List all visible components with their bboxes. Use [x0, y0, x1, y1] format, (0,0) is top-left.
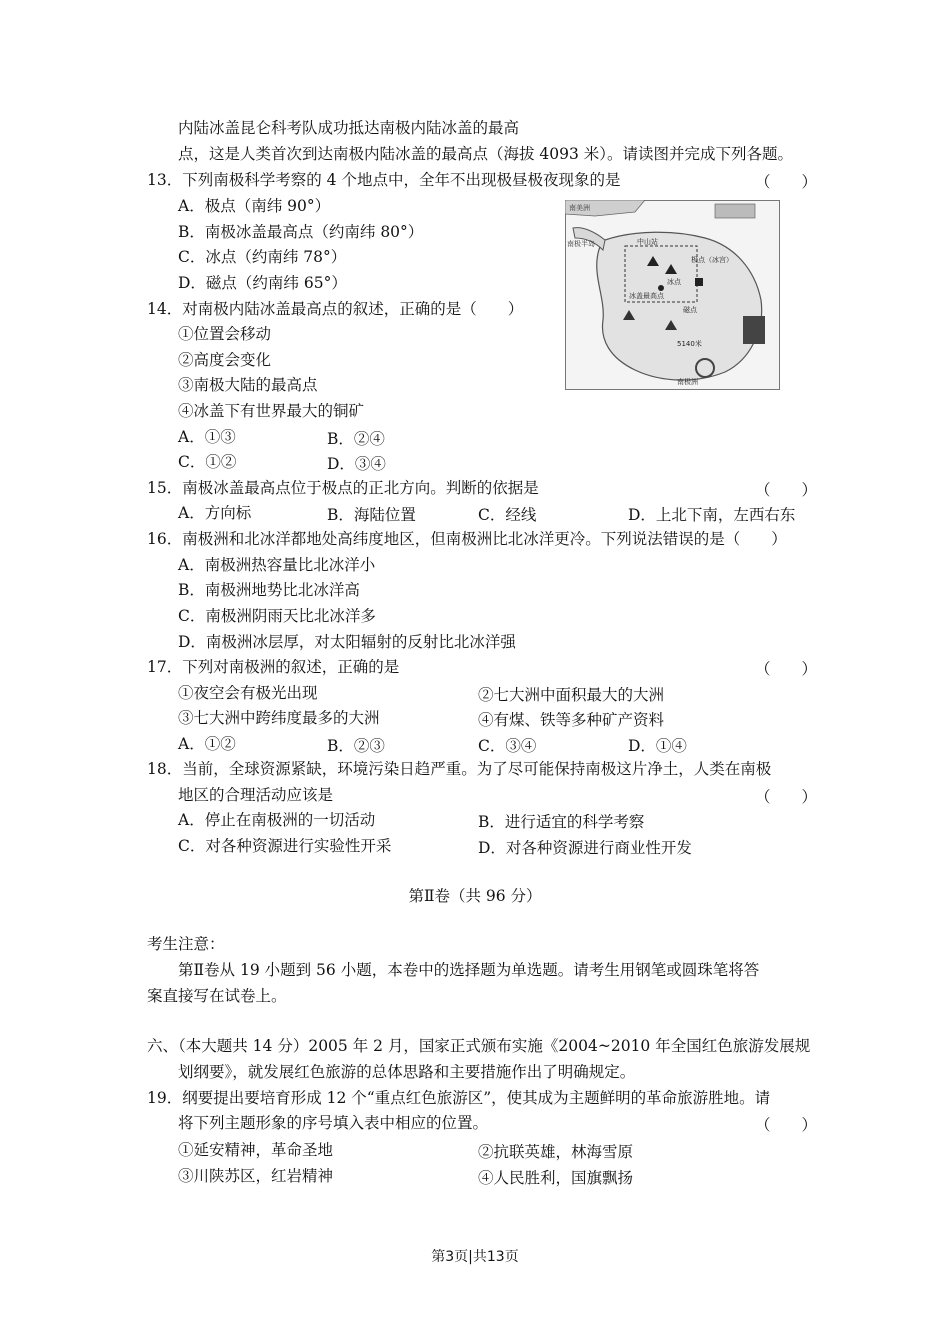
q13-option-a: A．极点（南纬 90°）: [178, 197, 331, 215]
q18-stem-line-2: 地区的合理活动应该是: [178, 786, 334, 804]
q15-answer-paren: （ ）: [755, 481, 818, 499]
q17-option-d: D．①④: [628, 737, 687, 755]
map-label-south-america: 南美洲: [569, 204, 590, 212]
q18-option-d: D．对各种资源进行商业性开发: [478, 839, 692, 857]
map-label-elevation: 5140米: [677, 340, 702, 348]
q14-option-c: C．①②: [178, 453, 237, 471]
section-2-title: 第Ⅱ卷（共 96 分）: [408, 887, 542, 905]
q13-option-c: C．冰点（约南纬 78°）: [178, 248, 347, 266]
q17-option-b: B．②③: [327, 737, 385, 755]
intro-line-2: 点，这是人类首次到达南极内陆冰盖的最高点（海拔 4093 米）。请读图并完成下列各题。: [178, 145, 794, 163]
q16-option-b: B．南极洲地势比北冰洋高: [178, 581, 360, 599]
map-label-pole: 极点（冰宫）: [691, 256, 733, 264]
q14-option-b: B．②④: [327, 430, 385, 448]
q17-option-c: C．③④: [478, 737, 537, 755]
q14-item-2: ②高度会变化: [178, 351, 272, 369]
q18-option-a: A．停止在南极洲的一切活动: [178, 811, 376, 829]
map-label-zhongshan: 中山站: [637, 238, 658, 246]
q15-stem: 15．南极冰盖最高点位于极点的正北方向。判断的依据是: [147, 479, 539, 497]
q14-item-1: ①位置会移动: [178, 325, 272, 343]
q19-answer-paren: （ ）: [755, 1116, 818, 1134]
part6-line-1: 六、（本大题共 14 分）2005 年 2 月，国家正式颁布实施《2004~2010 年全国红色旅游发展规: [147, 1037, 811, 1055]
map-label-dome-summit: 冰盖最高点: [629, 292, 664, 300]
q19-item-1: ①延安精神，革命圣地: [178, 1141, 334, 1159]
q19-stem-line-2: 将下列主题形象的序号填入表中相应的位置。: [178, 1114, 489, 1132]
q16-option-d: D．南极洲冰层厚，对太阳辐射的反射比北冰洋强: [178, 633, 516, 651]
q19-item-4: ④人民胜利，国旗飘扬: [478, 1169, 634, 1187]
q17-item-1: ①夜空会有极光出现: [178, 684, 318, 702]
map-label-antarctica: 南极洲: [677, 378, 698, 386]
q17-answer-paren: （ ）: [755, 660, 818, 678]
q16-option-c: C．南极洲阴雨天比北冰洋多: [178, 607, 376, 625]
intro-line-1: 内陆冰盖昆仑科考队成功抵达南极内陆冰盖的最高: [178, 119, 520, 137]
notice-line-1: 第Ⅱ卷从 19 小题到 56 小题，本卷中的选择题为单选题。请考生用钢笔或圆珠笔将答: [178, 961, 760, 979]
q19-item-2: ②抗联英雄，林海雪原: [478, 1143, 634, 1161]
q17-item-2: ②七大洲中面积最大的大洲: [478, 686, 665, 704]
part6-line-2: 划纲要》，就发展红色旅游的总体思路和主要措施作出了明确规定。: [178, 1063, 636, 1081]
q15-option-c: C．经线: [478, 506, 537, 524]
q18-stem-line-1: 18．当前，全球资源紧缺，环境污染日趋严重。为了尽可能保持南极这片净土，人类在南极: [147, 760, 772, 778]
notice-title: 考生注意：: [147, 935, 225, 953]
page-footer: 第3页|共13页: [431, 1249, 519, 1265]
q18-option-c: C．对各种资源进行实验性开采: [178, 837, 392, 855]
q14-stem: 14．对南极内陆冰盖最高点的叙述，正确的是（ ）: [147, 300, 524, 318]
antarctica-map-figure: [565, 200, 780, 390]
q17-item-3: ③七大洲中跨纬度最多的大洲: [178, 709, 380, 727]
q17-stem: 17．下列对南极洲的叙述，正确的是: [147, 658, 400, 676]
q17-item-4: ④有煤、铁等多种矿产资料: [478, 711, 665, 729]
q13-answer-paren: （ ）: [755, 173, 818, 191]
q13-option-b: B．南极冰盖最高点（约南纬 80°）: [178, 223, 424, 241]
q15-option-d: D．上北下南，左西右东: [628, 506, 796, 524]
q13-option-d: D．磁点（约南纬 65°）: [178, 274, 347, 292]
q14-item-4: ④冰盖下有世界最大的铜矿: [178, 402, 365, 420]
q18-option-b: B．进行适宜的科学考察: [478, 813, 645, 831]
map-label-magnetic-point: 磁点: [683, 306, 697, 314]
q19-item-3: ③川陕苏区，红岩精神: [178, 1167, 334, 1185]
q19-stem-line-1: 19．纲要提出要培育形成 12 个“重点红色旅游区”，使其成为主题鲜明的革命旅游胜地。请: [147, 1089, 771, 1107]
q15-option-b: B．海陆位置: [327, 506, 416, 524]
q14-option-d: D．③④: [327, 455, 386, 473]
map-label-peninsula: 南极半岛: [567, 240, 595, 248]
q14-item-3: ③南极大陆的最高点: [178, 376, 318, 394]
q16-stem: 16．南极洲和北冰洋都地处高纬度地区，但南极洲比北冰洋更冷。下列说法错误的是（ ）: [147, 530, 787, 548]
antarctica-map-svg: [565, 200, 780, 390]
q18-answer-paren: （ ）: [755, 788, 818, 806]
notice-line-2: 案直接写在试卷上。: [147, 987, 287, 1005]
q13-stem: 13．下列南极科学考察的 4 个地点中，全年不出现极昼极夜现象的是: [147, 171, 621, 189]
q14-option-a: A．①③: [178, 428, 236, 446]
q16-option-a: A．南极洲热容量比北冰洋小: [178, 556, 376, 574]
q17-option-a: A．①②: [178, 735, 236, 753]
map-label-ice-point: 冰点: [667, 278, 681, 286]
q15-option-a: A．方向标: [178, 504, 252, 522]
